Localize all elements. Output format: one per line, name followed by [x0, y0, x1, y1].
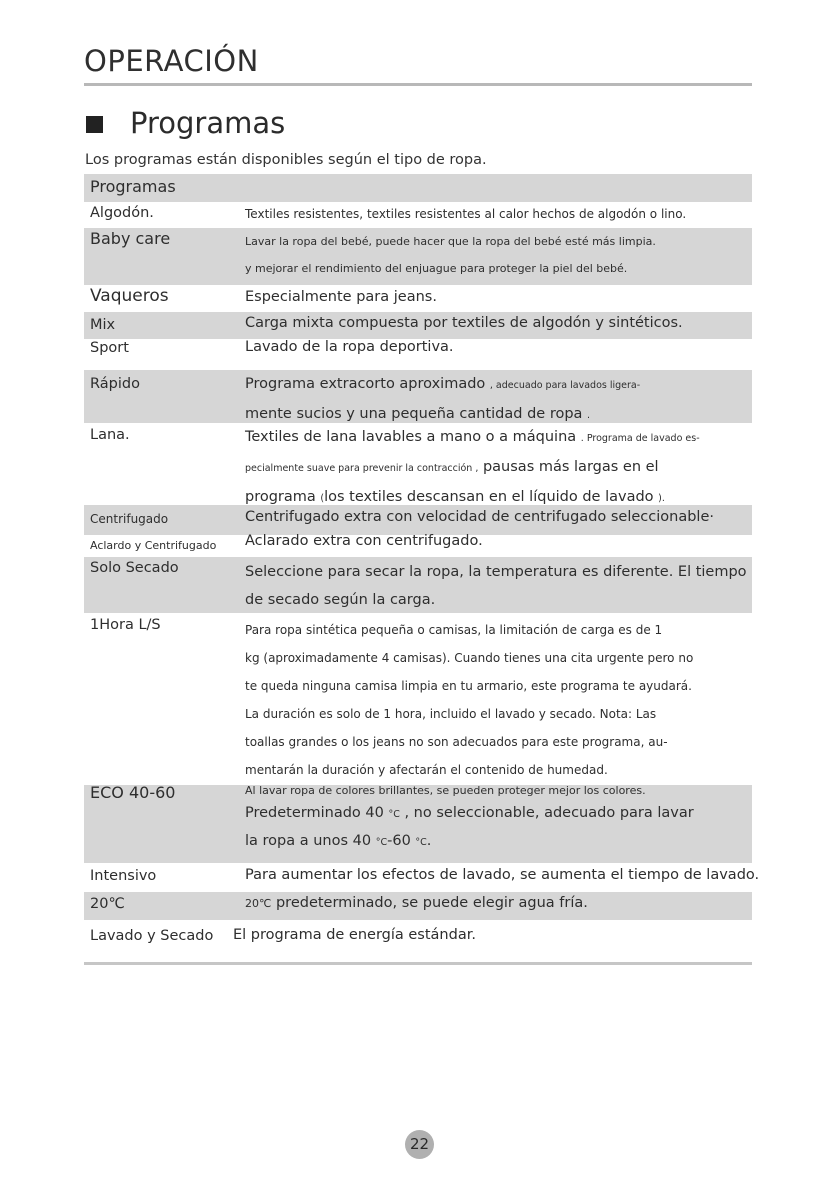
table-row: [84, 423, 752, 505]
table-row: [84, 613, 752, 785]
program-name: Aclardo y Centrifugado: [90, 539, 217, 552]
program-name: Algodón.: [90, 205, 154, 221]
section-title: OPERACIÓN: [84, 44, 259, 78]
page-number: 22: [405, 1130, 434, 1159]
program-name: Mix: [90, 317, 116, 333]
table-row: [84, 557, 752, 613]
table-row: [84, 202, 752, 228]
table-row: [84, 863, 760, 892]
table-row: [84, 920, 752, 952]
program-description: Lavado de la ropa deportiva.: [245, 339, 454, 355]
program-description: Aclarado extra con centrifugado.: [245, 533, 483, 549]
table-row: [84, 285, 752, 312]
program-name: Intensivo: [90, 868, 157, 884]
table-header-row: [84, 174, 752, 202]
heading-bullet-icon: [86, 116, 103, 133]
table-header-label: Programas: [90, 177, 176, 196]
table-bottom-divider: [84, 962, 752, 965]
program-name: Lana.: [90, 427, 130, 443]
table-row: [84, 312, 752, 339]
table-row: [84, 785, 752, 863]
program-description: Al lavar ropa de colores brillantes, se pueden proteger mejor los colores. Predeterminado 40 °C , no seleccionable, adecuado para lavar la ropa a unos 40 °C-60 °C.: [245, 784, 694, 849]
program-name: Vaqueros: [90, 286, 169, 306]
program-name: ECO 40-60: [90, 783, 176, 802]
program-name: Rápido: [90, 376, 140, 392]
program-description: Especialmente para jeans.: [245, 289, 437, 305]
program-description: Programa extracorto aproximado , adecuado para lavados ligera- mente sucios y una pequeña cantidad de ropa .: [245, 376, 641, 422]
programs-heading: Programas: [130, 106, 286, 140]
program-name: Lavado y Secado: [90, 928, 214, 944]
section-divider: [84, 83, 752, 86]
table-row: [84, 535, 752, 557]
program-description: 20℃ predeterminado, se puede elegir agua fría.: [245, 895, 588, 911]
program-description: El programa de energía estándar.: [233, 927, 476, 943]
program-description: Lavar la ropa del bebé, puede hacer que la ropa del bebé esté más limpia. y mejorar el rendimiento del enjuague para proteger la piel del bebé.: [245, 235, 656, 275]
intro-text: Los programas están disponibles según el tipo de ropa.: [85, 152, 487, 168]
program-description: Textiles de lana lavables a mano o a máquina . Programa de lavado es- pecialmente suave para prevenir la contracción , pausas más largas en el programa (los textiles descansan en el líquido de lavado ).: [245, 429, 700, 505]
table-row: [84, 505, 752, 535]
program-description: Carga mixta compuesta por textiles de algodón y sintéticos.: [245, 315, 683, 331]
program-name: 20℃: [90, 896, 125, 912]
program-name: 1Hora L/S: [90, 617, 161, 633]
program-description: Textiles resistentes, textiles resistentes al calor hechos de algodón o lino.: [245, 207, 687, 221]
program-description: Centrifugado extra con velocidad de centrifugado seleccionable·: [245, 509, 714, 525]
program-name: Baby care: [90, 229, 171, 248]
table-row: [84, 228, 752, 285]
table-row: [84, 892, 752, 920]
program-name: Centrifugado: [90, 512, 169, 526]
program-description: Para ropa sintética pequeña o camisas, la limitación de carga es de 1 kg (aproximadamente 4 camisas). Cuando tienes una cita urgente pero no te queda ninguna camisa limpia en tu armario, este programa te ayudará. La duración es solo de 1 hora, incluido el lavado y secado. Nota: Las toallas grandes o los jeans no son adecuados para este programa, au- mentarán la duración y afectarán el contenido de humedad.: [245, 623, 694, 777]
program-name: Sport: [90, 340, 129, 356]
table-row: [84, 370, 752, 423]
programs-table: [84, 174, 760, 952]
program-description: Para aumentar los efectos de lavado, se aumenta el tiempo de lavado.: [245, 867, 760, 883]
program-description: Seleccione para secar la ropa, la temperatura es diferente. El tiempo de secado según la carga.: [245, 564, 747, 608]
program-name: Solo Secado: [90, 560, 179, 576]
table-row: [84, 339, 752, 370]
